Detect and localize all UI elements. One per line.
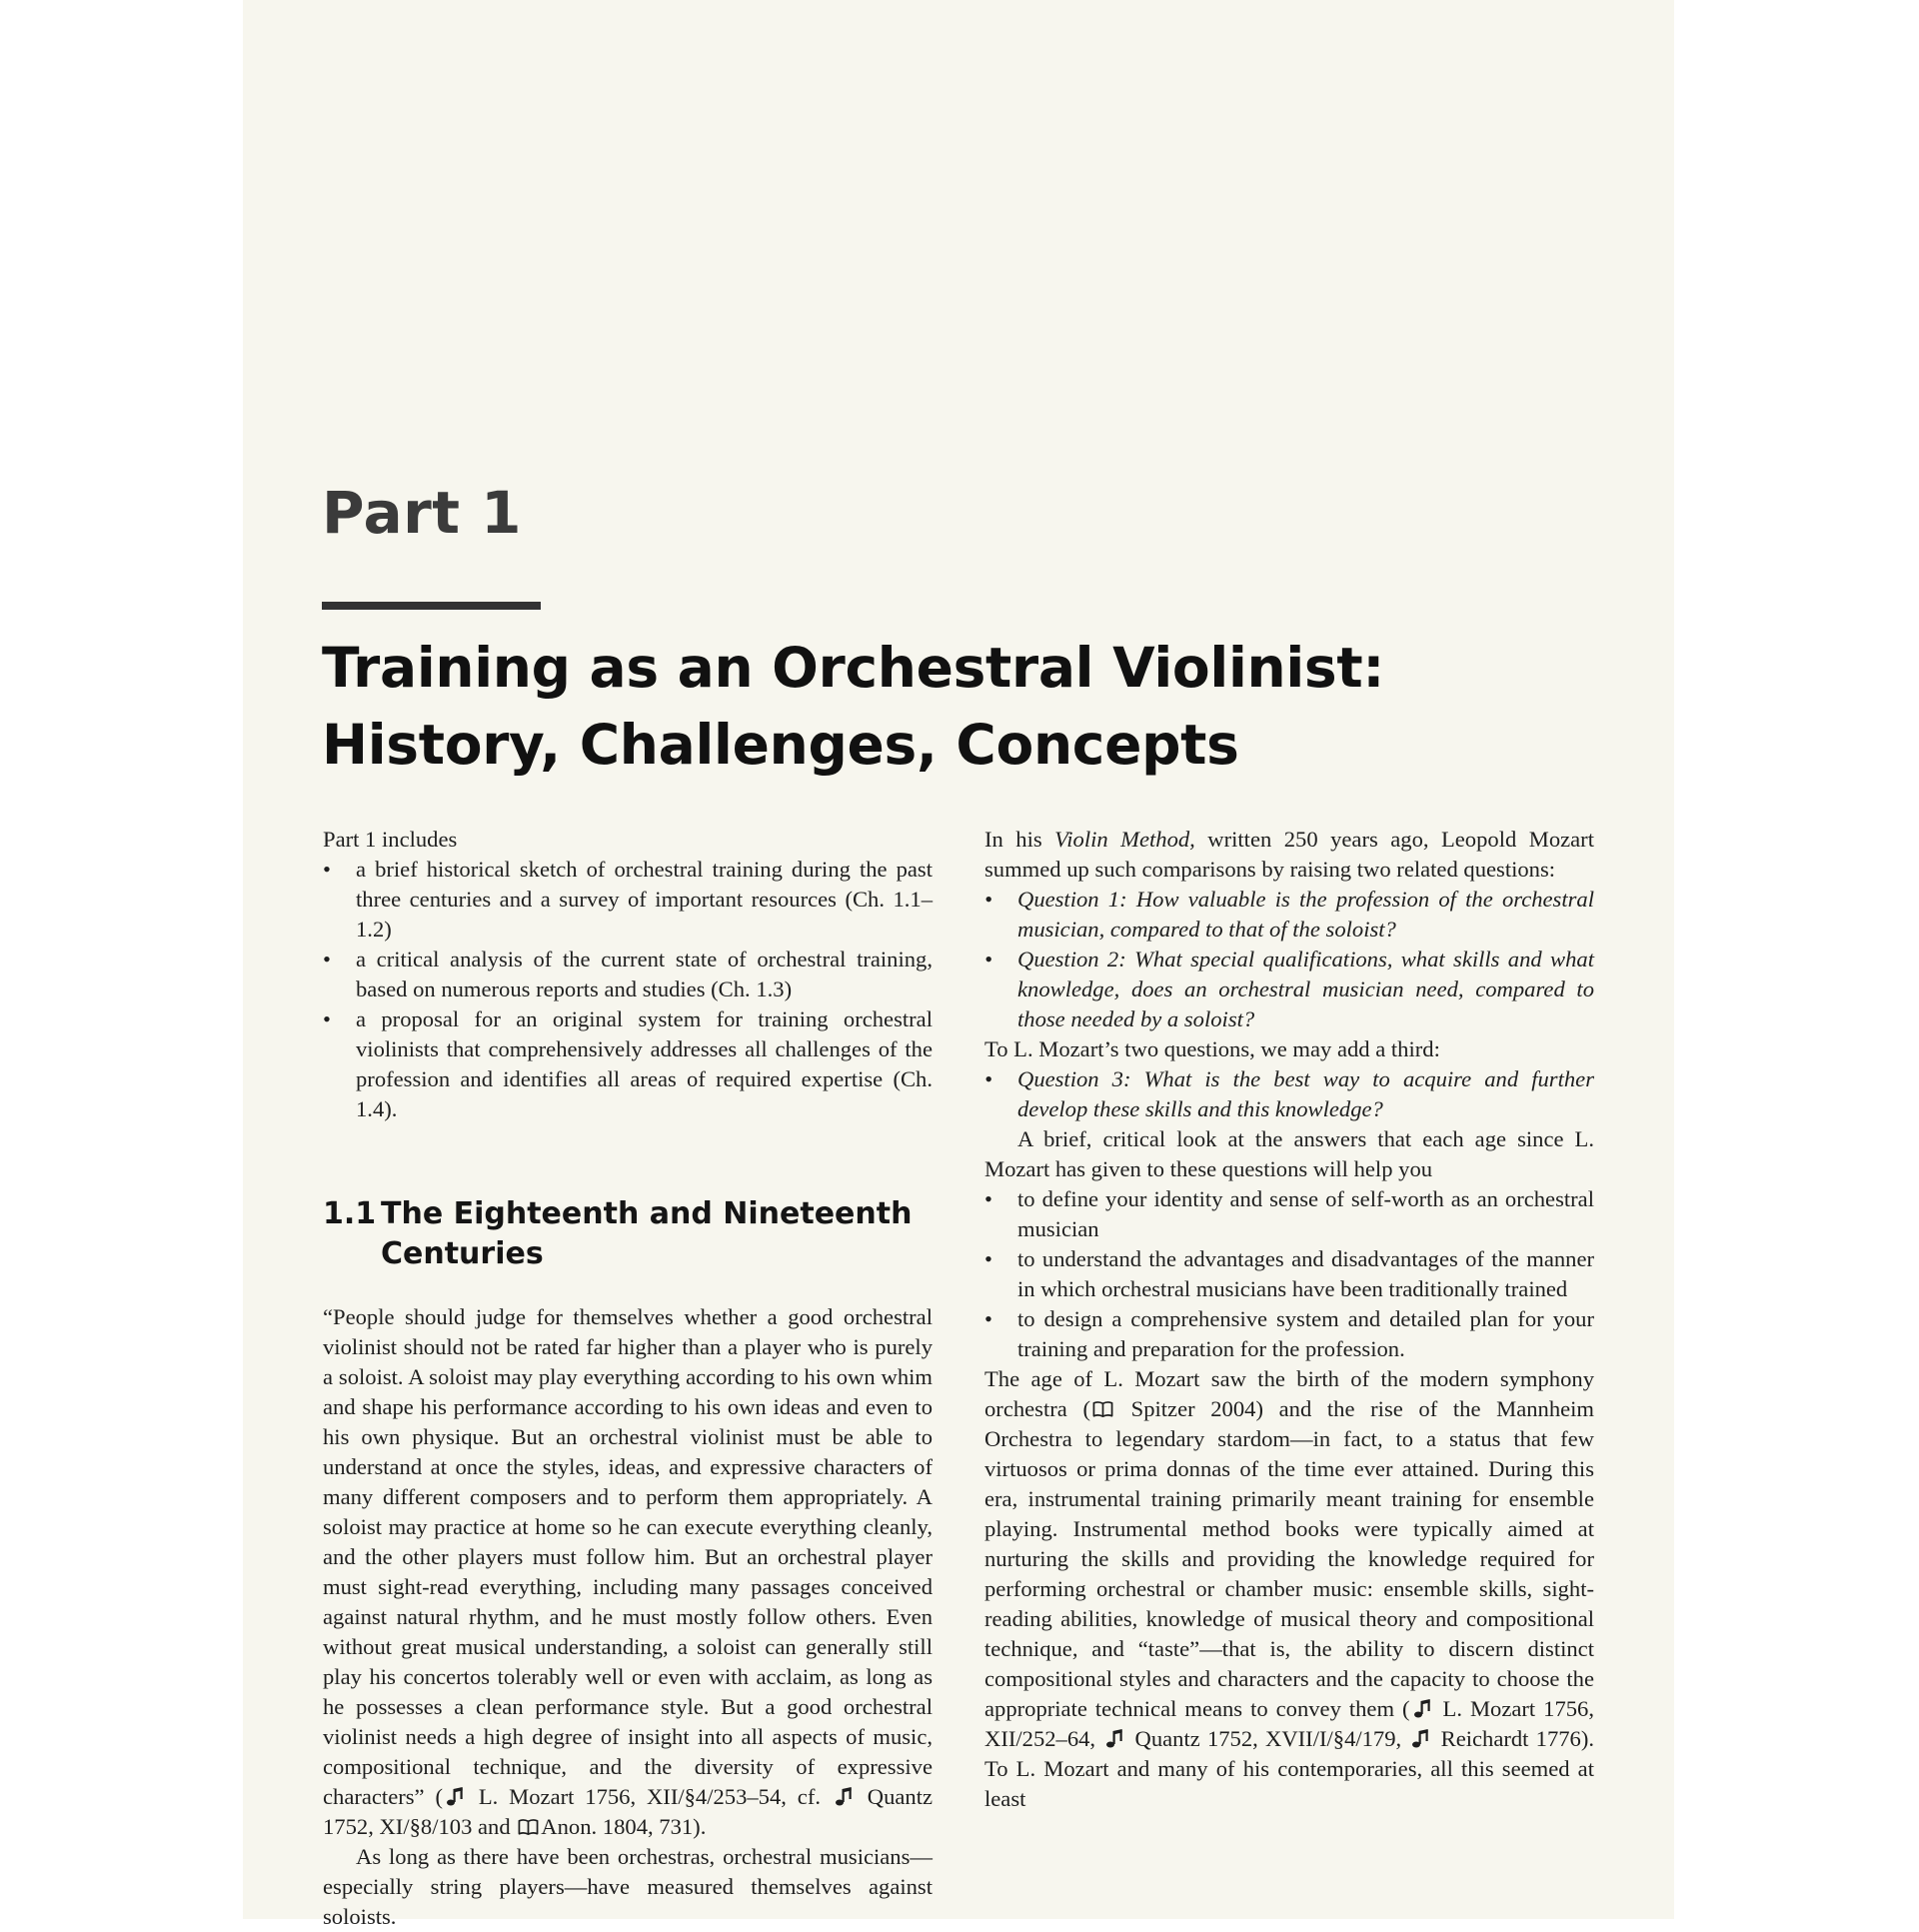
- chapter-title: [322, 630, 1621, 784]
- book-icon: [1092, 1399, 1113, 1419]
- music-note-icon: [834, 1787, 855, 1807]
- intro-bullet-list: [323, 855, 933, 1124]
- question-list: [984, 885, 1594, 1034]
- music-note-icon: [445, 1787, 466, 1807]
- citation-ref: Spitzer 2004): [1130, 1396, 1263, 1421]
- question-list: [984, 1064, 1594, 1124]
- section-title: The Eighteenth and Nineteenth Centuries: [381, 1196, 913, 1271]
- music-note-icon: [1412, 1699, 1433, 1719]
- section-heading: [323, 1194, 933, 1274]
- quote-text: “People should judge for themselves whether a good orchestral violinist should not be rated far higher than a player who is purely a soloist. A soloist may play everything according to his own whim and shape his performance according to his own ideas and even to his own physique. But an orchestral violinist must be able to understand at once the styles, ideas, and expressive characters of many different composers and to perform them appropriately. A soloist may practice at home so he can execute everything cleanly, and the other players must follow him. But an orchestral player must sight-read everything, including many passages conceived against natural rhythm, and he must mostly follow others. Even without great musical understanding, a soloist can generally still play his concertos tolerably well or even with acclaim, as long as he possesses a clean performance style. But a good orchestral violinist needs a high degree of insight into all aspects of music, compositional technique, and the diversity of expressive characters” (: [323, 1304, 933, 1809]
- help-bullet-list: [984, 1184, 1594, 1364]
- music-note-icon: [1410, 1729, 1431, 1749]
- list-item: • to understand the advantages and disadvantages of the manner in which orchestral musicians have been traditionally trained: [984, 1244, 1594, 1304]
- orchestras-paragraph: As long as there have been orchestras, orchestral musicians—especially string players—have measured themselves against soloists.: [323, 1844, 933, 1929]
- book-icon: [518, 1817, 539, 1837]
- question-item: • Question 2: What special qualifications, what skills and what knowledge, does an orchestral musician need, compared to those needed by a soloist?: [984, 945, 1594, 1034]
- violin-method-paragraph: [984, 825, 1594, 885]
- citation-ref: Anon. 1804, 731).: [541, 1814, 707, 1839]
- text-span: In his: [984, 827, 1055, 852]
- text-span: and the rise of the Mannheim Orchestra to legendary stardom—in fact, to a status that few virtuosos or prima donnas of the time ever attained. During this era, instrumental training primarily meant training for ensemble playing. Instrumental method books were typically aimed at nurturing the skills and providing the knowledge required for performing orchestral or chamber music: ensemble skills, sight-reading abilities, knowledge of musical theory and compositional technique, and “taste”—that is, the ability to discern distinct compositional styles and characters and the capacity to choose the appropriate technical means to convey them (: [984, 1396, 1595, 1721]
- text-span: written 250 years ago, Leopold Mozart summed up such comparisons by raising two related questions:: [984, 827, 1594, 882]
- book-title: Violin Method,: [1054, 827, 1195, 852]
- left-column: [323, 825, 933, 1932]
- title-rule: [322, 602, 541, 610]
- age-of-mozart-paragraph: [984, 1364, 1594, 1814]
- citation-ref: L. Mozart 1756, XII/§4/253–54, cf.: [478, 1784, 821, 1809]
- mozart-quote: [323, 1302, 933, 1842]
- music-note-icon: [1104, 1729, 1125, 1749]
- list-item: • to define your identity and sense of self-worth as an orchestral musician: [984, 1184, 1594, 1244]
- right-column: [984, 825, 1594, 1814]
- brief-look-paragraph: A brief, critical look at the answers that each age since L. Mozart has given to these questions will help you: [984, 1126, 1594, 1181]
- citation-ref: Reichardt 1776).: [1440, 1726, 1595, 1751]
- part-label: Part 1: [322, 479, 522, 547]
- list-item: • to design a comprehensive system and detailed plan for your training and preparation for the profession.: [984, 1304, 1594, 1364]
- list-item: • a brief historical sketch of orchestral training during the past three centuries and a survey of important resources (Ch. 1.1–1.2): [323, 855, 933, 945]
- question-item: • Question 3: What is the best way to acquire and further develop these skills and this knowledge?: [984, 1064, 1594, 1124]
- list-item: • a proposal for an original system for training orchestral violinists that comprehensively addresses all challenges of the profession and identifies all areas of required expertise (Ch. 1.4).: [323, 1004, 933, 1124]
- text-span: The age of L. Mozart saw the birth of the modern symphony orchestra (: [984, 1366, 1594, 1421]
- citation-ref: Quantz 1752, XVII/I/§4/179,: [1134, 1726, 1402, 1751]
- intro-text: Part 1 includes: [323, 827, 458, 852]
- section-number: 1.1: [323, 1196, 377, 1231]
- chapter-title-line-1: Training as an Orchestral Violinist:: [322, 636, 1385, 700]
- third-question-intro: To L. Mozart’s two questions, we may add a third:: [984, 1036, 1440, 1061]
- chapter-title-line-2: History, Challenges, Concepts: [322, 713, 1239, 777]
- list-item: • a critical analysis of the current state of orchestral training, based on numerous reports and studies (Ch. 1.3): [323, 945, 933, 1004]
- text-span: To L. Mozart and many of his contemporaries, all this seemed at least: [984, 1756, 1594, 1811]
- citation-ref: Quantz 1752, XI/§8/103 and: [323, 1784, 933, 1839]
- citation-ref: L. Mozart 1756, XII/252–64,: [984, 1696, 1595, 1751]
- question-item: • Question 1: How valuable is the profession of the orchestral musician, compared to that of the soloist?: [984, 885, 1594, 945]
